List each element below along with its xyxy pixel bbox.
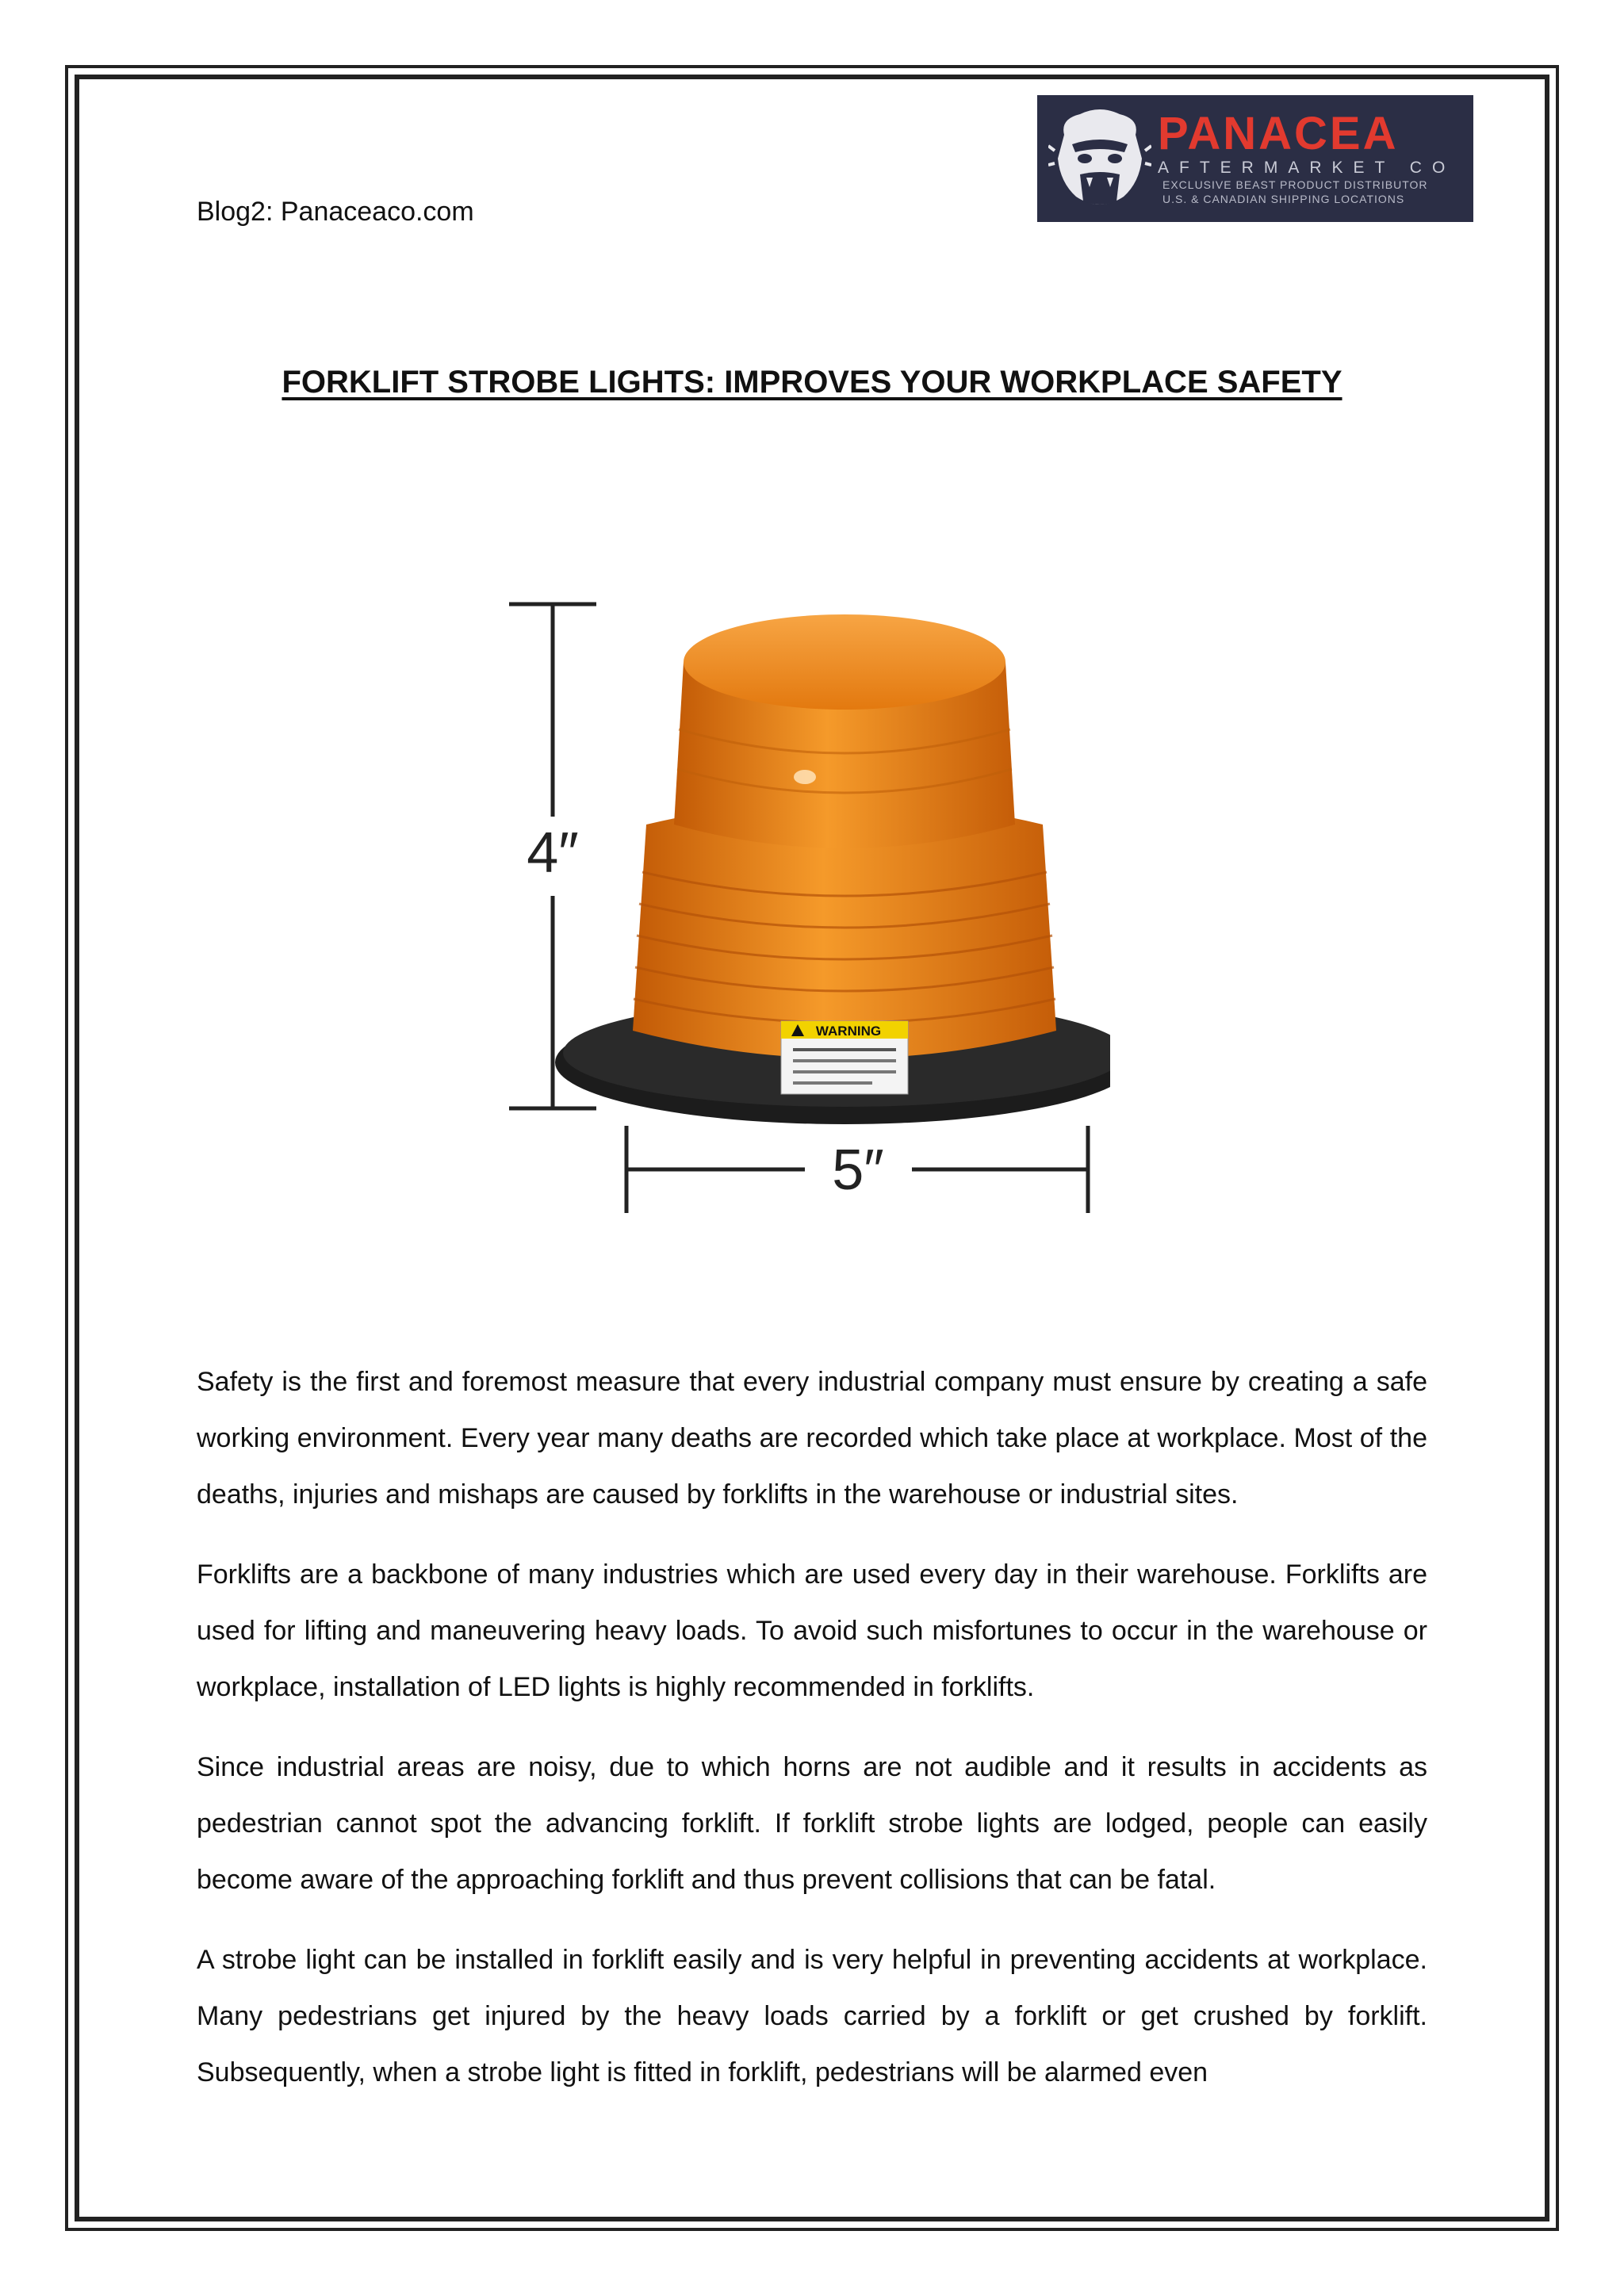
width-label: 5″ [832,1138,884,1202]
logo-subtitle: AFTERMARKET CO [1158,159,1456,177]
body-paragraph-3: Since industrial areas are noisy, due to which horns are not audible and it results in accidents as pedestrian cannot spot the advancing forklift. If forklift strobe lights are lodged, people can easily become aware of the approaching forklift and thus prevent collisions that can be fatal. [197,1752,1427,1895]
warning-sticker-text: WARNING [815,1024,882,1039]
blog-header-label: Blog2: Panaceaco.com [197,197,474,227]
logo-tagline-2: U.S. & CANADIAN SHIPPING LOCATIONS [1162,193,1405,205]
page-title [0,365,1624,400]
height-label: 4″ [527,821,579,885]
logo-tagline-1: EXCLUSIVE BEAST PRODUCT DISTRIBUTOR [1162,178,1428,191]
page-title-text: FORKLIFT STROBE LIGHTS: IMPROVES YOUR WORKPLACE SAFETY [282,365,1342,400]
body-paragraph-4: A strobe light can be installed in forklift easily and is very helpful in preventing accidents at workplace. Many pedestrians get injured by the heavy loads carried by a forklift or get crushed by forklift. Subsequently, when a strobe light is fitted in forklift, pedestrians will be alarmed even [197,1945,1427,2087]
body-paragraph-1: Safety is the first and foremost measure that every industrial company must ensure by creating a safe working environment. Every year many deaths are recorded which take place at workplace. Most of the deaths, injuries and mishaps are caused by forklifts in the warehouse or industrial sites. [197,1367,1427,1510]
strobe-light-figure [492,587,1110,1221]
gorilla-mascot-icon [1048,103,1151,214]
body-paragraph-2: Forklifts are a backbone of many industries which are used every day in their warehouse. Forklifts are used for lifting and maneuvering heavy loads. To avoid such misfortunes to occur in the warehouse or workplace, installation of LED lights is highly recommended in forklifts. [197,1559,1427,1702]
panacea-logo [1037,95,1473,222]
logo-brand-name: PANACEA [1158,108,1399,159]
